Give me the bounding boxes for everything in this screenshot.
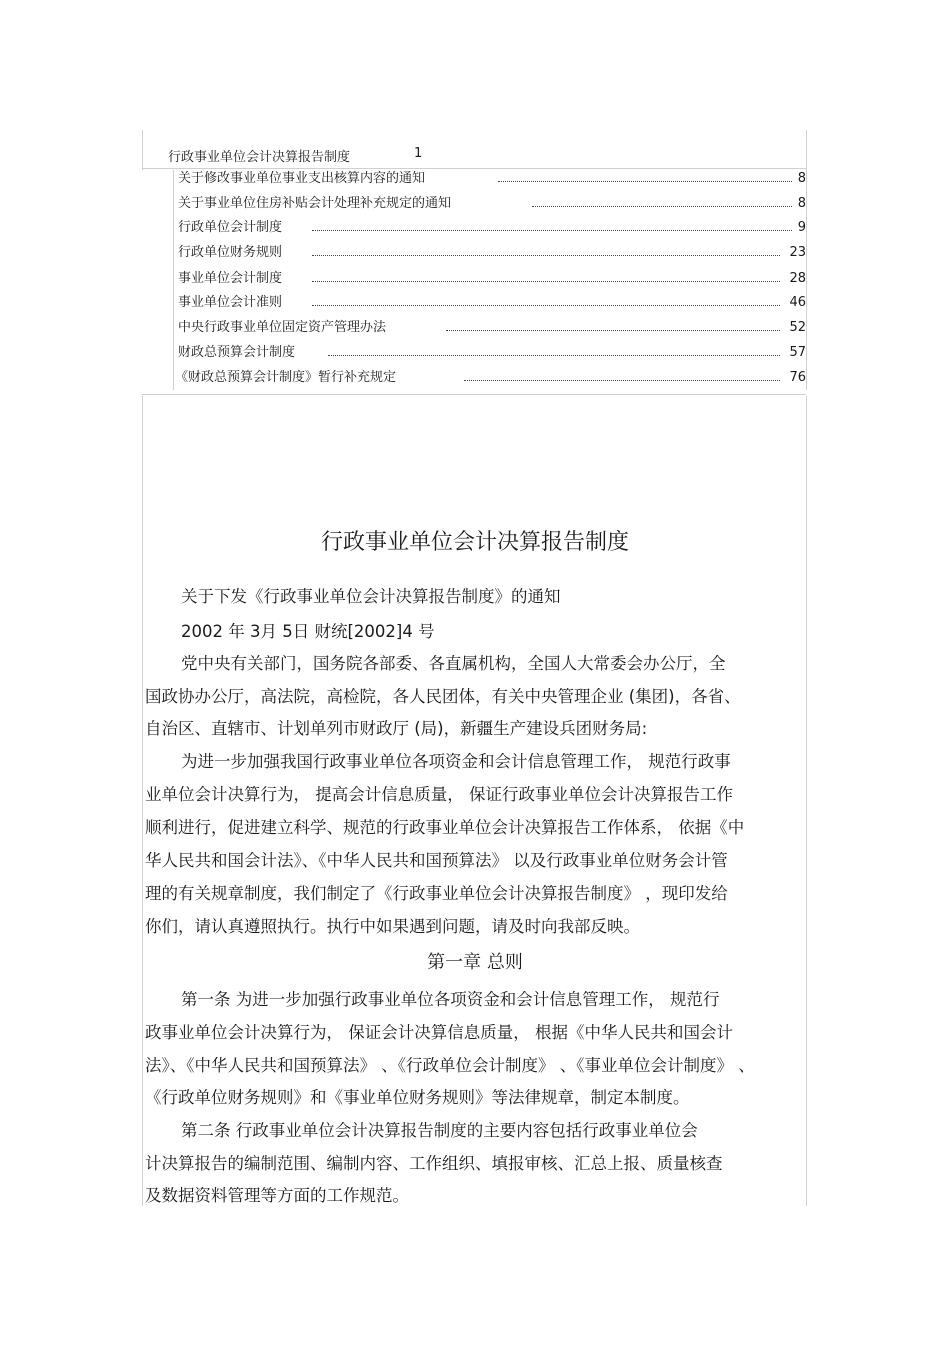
toc-item-page: 52 xyxy=(789,320,806,335)
toc-item[interactable] xyxy=(178,194,806,214)
toc-leader xyxy=(312,281,780,282)
toc-item-title: 关于事业单位住房补贴会计处理补充规定的通知 xyxy=(178,196,452,211)
toc-item[interactable] xyxy=(178,318,806,338)
toc-item[interactable] xyxy=(178,243,806,263)
toc-item-title: 中央行政事业单位固定资产管理办法 xyxy=(178,320,387,335)
document-title: 行政事业单位会计决算报告制度 xyxy=(320,530,629,555)
toc-leader xyxy=(328,355,780,356)
para1-line: 国政协办公厅，高法院，高检院，各人民团体，有关中央管理企业 (集团)，各省、 xyxy=(145,687,741,706)
article1-line: 第一条 为进一步加强行政事业单位各项资金和会计信息管理工作， 规范行 xyxy=(181,990,720,1009)
toc-item-title: 事业单位会计制度 xyxy=(178,271,283,286)
article1-line: 法》、《中华人民共和国预算法》 、《行政单位会计制度》 、《事业单位会计制度》 、 xyxy=(145,1056,755,1075)
toc-leader xyxy=(446,330,780,331)
toc-item-title: 财政总预算会计制度 xyxy=(178,345,296,360)
toc-leader xyxy=(532,206,792,207)
para1-line: 党中央有关部门，国务院各部委、各直属机构，全国人大常委会办公厅，全 xyxy=(181,654,726,673)
toc-item[interactable] xyxy=(175,368,806,388)
body-frame-left xyxy=(142,396,143,1206)
toc-leader xyxy=(464,380,780,381)
para2-line: 你们，请认真遵照执行。执行中如果遇到问题，请及时向我部反映。 xyxy=(145,917,640,936)
toc-header[interactable] xyxy=(168,146,423,165)
toc-item-title: 《财政总预算会计制度》暂行补充规定 xyxy=(175,370,397,385)
toc-header-page: 1 xyxy=(414,146,423,161)
toc-item[interactable] xyxy=(178,218,806,238)
toc-item-title: 关于修改事业单位事业支出核算内容的通知 xyxy=(178,171,426,186)
notice-title: 关于下发《行政事业单位会计决算报告制度》的通知 xyxy=(181,587,561,606)
article2-line: 及数据资料管理等方面的工作规范。 xyxy=(145,1186,409,1205)
para2-line: 顺利进行，促进建立科学、规范的行政事业单位会计决算报告工作体系， 依据《中 xyxy=(145,818,745,837)
toc-leader xyxy=(498,181,792,182)
toc-item-page: 57 xyxy=(789,345,806,360)
toc-item[interactable] xyxy=(178,169,806,189)
article2-line: 第二条 行政事业单位会计决算报告制度的主要内容包括行政事业单位会 xyxy=(181,1121,698,1140)
toc-leader xyxy=(312,305,780,306)
article1-line: 《行政单位财务规则》和《事业单位财务规则》等法律规章，制定本制度。 xyxy=(145,1088,690,1107)
notice-date: 2002 年 3月 5日 财统[2002]4 号 xyxy=(181,622,435,641)
toc-item[interactable] xyxy=(178,343,806,363)
para2-line: 业单位会计决算行为， 提高会计信息质量， 保证行政事业单位会计决算报告工作 xyxy=(145,785,733,804)
para2-line: 理的有关规章制度，我们制定了《行政事业单位会计决算报告制度》 ，现印发给 xyxy=(145,884,728,903)
toc-item[interactable] xyxy=(178,269,806,289)
toc-item-title: 行政单位会计制度 xyxy=(178,220,283,235)
toc-leader xyxy=(312,230,792,231)
toc-leader xyxy=(312,255,780,256)
para2-line: 华人民共和国会计法》、《中华人民共和国预算法》 以及行政事业单位财务会计管 xyxy=(145,851,728,870)
toc-frame-right xyxy=(806,130,807,390)
para1-line: 自治区、直辖市、计划单列市财政厅 (局)，新疆生产建设兵团财务局: xyxy=(145,719,648,738)
toc-item-page: 8 xyxy=(797,171,806,186)
body-frame-right xyxy=(806,396,807,1206)
toc-item[interactable] xyxy=(178,293,806,313)
toc-header-title: 行政事业单位会计决算报告制度 xyxy=(168,150,351,165)
chapter-heading: 第一章 总则 xyxy=(427,952,523,973)
toc-item-page: 8 xyxy=(797,196,806,211)
toc-item-title: 事业单位会计准则 xyxy=(178,295,283,310)
toc-frame-bottom xyxy=(142,394,806,395)
toc-item-title: 行政单位财务规则 xyxy=(178,245,283,260)
article1-line: 政事业单位会计决算行为， 保证会计决算信息质量， 根据《中华人民共和国会计 xyxy=(145,1023,733,1042)
toc-frame-left-inner xyxy=(173,170,174,390)
toc-item-page: 46 xyxy=(789,295,806,310)
toc-frame-left-outer xyxy=(142,130,143,170)
toc-item-page: 28 xyxy=(789,271,806,286)
article2-line: 计决算报告的编制范围、编制内容、工作组织、填报审核、汇总上报、质量核查 xyxy=(145,1154,723,1173)
toc-item-page: 76 xyxy=(789,370,806,385)
toc-item-page: 9 xyxy=(797,220,806,235)
para2-line: 为进一步加强我国行政事业单位各项资金和会计信息管理工作， 规范行政事 xyxy=(181,752,731,771)
toc-item-page: 23 xyxy=(789,245,806,260)
